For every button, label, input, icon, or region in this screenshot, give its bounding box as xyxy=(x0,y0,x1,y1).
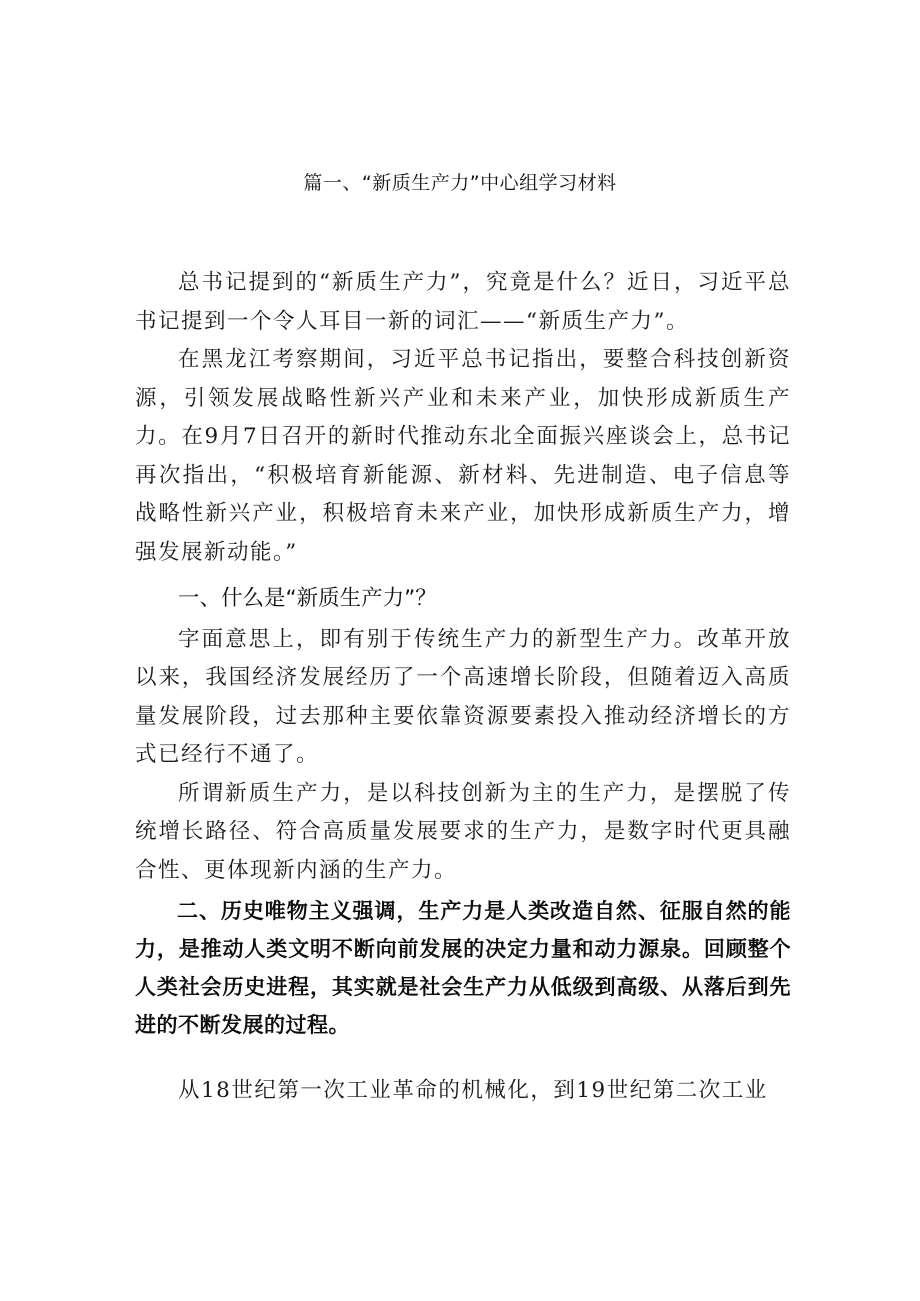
paragraph-heilongjiang: 在黑龙江考察期间，习近平总书记指出，要整合科技创新资源，引领发展战略性新兴产业和未来产业，加快形成新质生产力。在9月7日召开的新时代推动东北全面振兴座谈会上，总书记再次指出，“积极培育新能源、新材料、先进制造、电子信息等战略性新兴产业，积极培育未来产业，加快形成新质生产力，增强发展新动能。” xyxy=(135,347,791,565)
paragraph-definition: 所谓新质生产力，是以科技创新为主的生产力，是摆脱了传统增长路径、符合高质量发展要求的生产力，是数字时代更具融合性、更体现新内涵的生产力。 xyxy=(135,780,791,883)
document-body xyxy=(135,264,791,1111)
paragraph-literal-meaning: 字面意思上，即有别于传统生产力的新型生产力。改革开放以来，我国经济发展经历了一个高速增长阶段，但随着迈入高质量发展阶段，过去那种主要依靠资源要素投入推动经济增长的方式已经行不通了。 xyxy=(135,626,791,767)
section-heading-1: 一、什么是“新质生产力”？ xyxy=(178,586,437,611)
section-heading-2: 二、历史唯物主义强调，生产力是人类改造自然、征服自然的能力，是推动人类文明不断向前发展的决定力量和动力源泉。回顾整个人类社会历史进程，其实就是社会生产力从低级到高级、从落后到先进的不断发展的过程。 xyxy=(135,899,791,1037)
document-title: 篇一、“新质生产力”中心组学习材料 xyxy=(303,172,617,194)
paragraph-industrial-revolution: 从18世纪第一次工业革命的机械化，到19世纪第二次工业 xyxy=(178,1078,768,1103)
paragraph-intro: 总书记提到的“新质生产力”，究竟是什么？近日，习近平总书记提到一个令人耳目一新的词汇——“新质生产力”。 xyxy=(135,270,791,334)
